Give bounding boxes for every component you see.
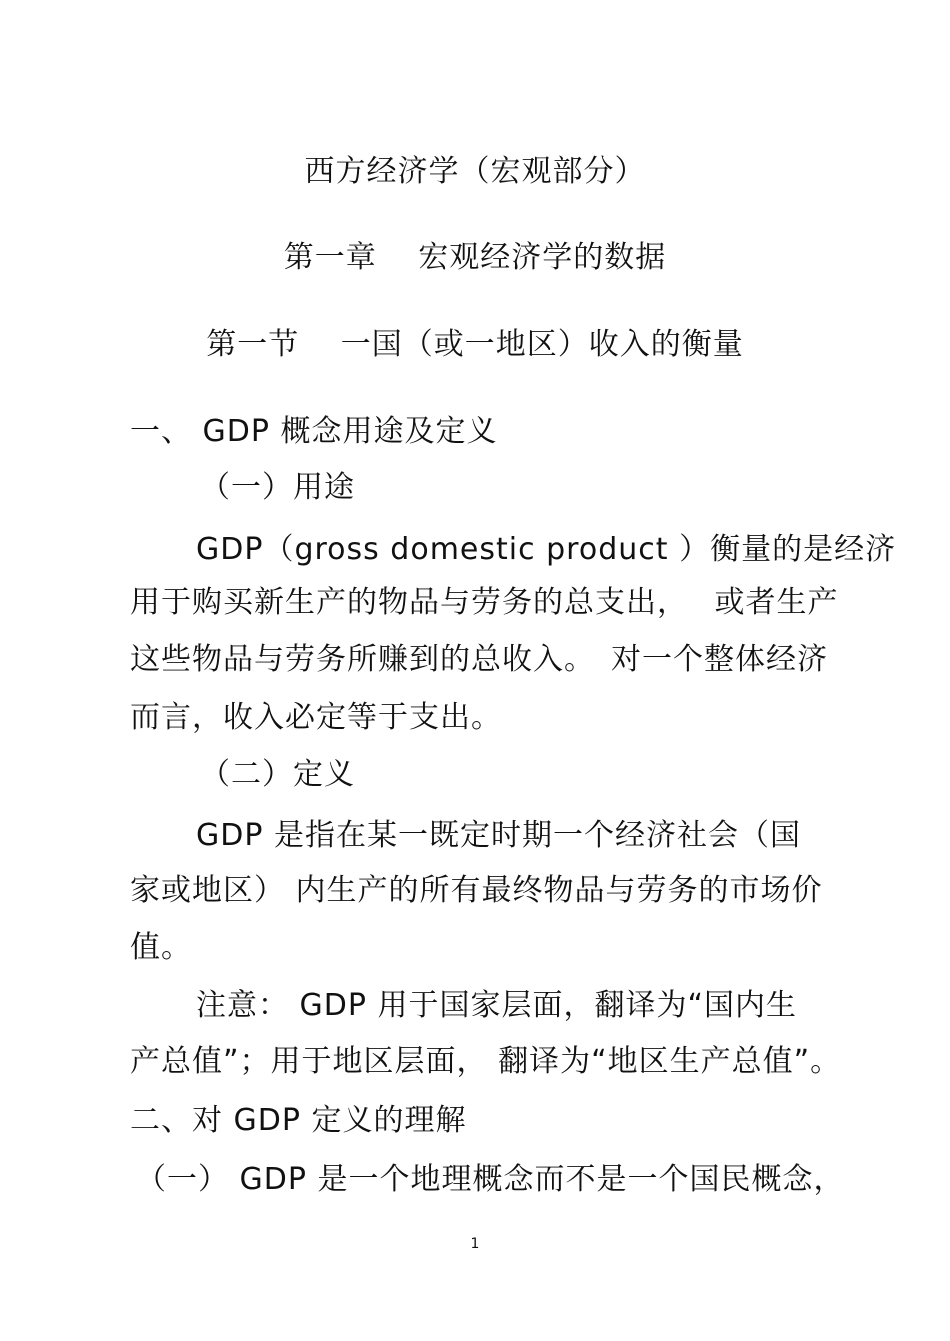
subheading-geographic-concept: （一） GDP 是一个地理概念而不是一个国民概念，: [136, 1162, 845, 1197]
heading-gdp-concept: 一、 GDP 概念用途及定义: [130, 414, 498, 449]
document-title: 西方经济学（宏观部分）: [304, 154, 646, 189]
page-number: 1: [470, 1236, 480, 1252]
subheading-definition: （二）定义: [200, 757, 355, 792]
paragraph-usage-line-2: 用于购买新生产的物品与劳务的总支出， 或者生产: [130, 585, 839, 620]
heading-gdp-understanding: 二、对 GDP 定义的理解: [130, 1103, 467, 1138]
note-line-1: 注意： GDP 用于国家层面，翻译为“国内生: [196, 988, 798, 1023]
section-heading: 第一节 一国（或一地区）收入的衡量: [206, 327, 744, 362]
paragraph-usage-line-1: GDP（gross domestic product ）衡量的是经济: [196, 532, 897, 567]
paragraph-definition-line-3: 值。: [130, 930, 192, 965]
paragraph-definition-line-2: 家或地区） 内生产的所有最终物品与劳务的市场价: [130, 873, 823, 908]
paragraph-usage-line-4: 而言，收入必定等于支出。: [130, 700, 502, 735]
subheading-usage: （一）用途: [200, 470, 355, 505]
note-line-2: 产总值”；用于地区层面， 翻译为“地区生产总值”。: [130, 1044, 842, 1079]
chapter-heading: 第一章 宏观经济学的数据: [283, 240, 667, 275]
paragraph-definition-line-1: GDP 是指在某一既定时期一个经济社会（国: [196, 818, 801, 853]
paragraph-usage-line-3: 这些物品与劳务所赚到的总收入。 对一个整体经济: [130, 642, 828, 677]
